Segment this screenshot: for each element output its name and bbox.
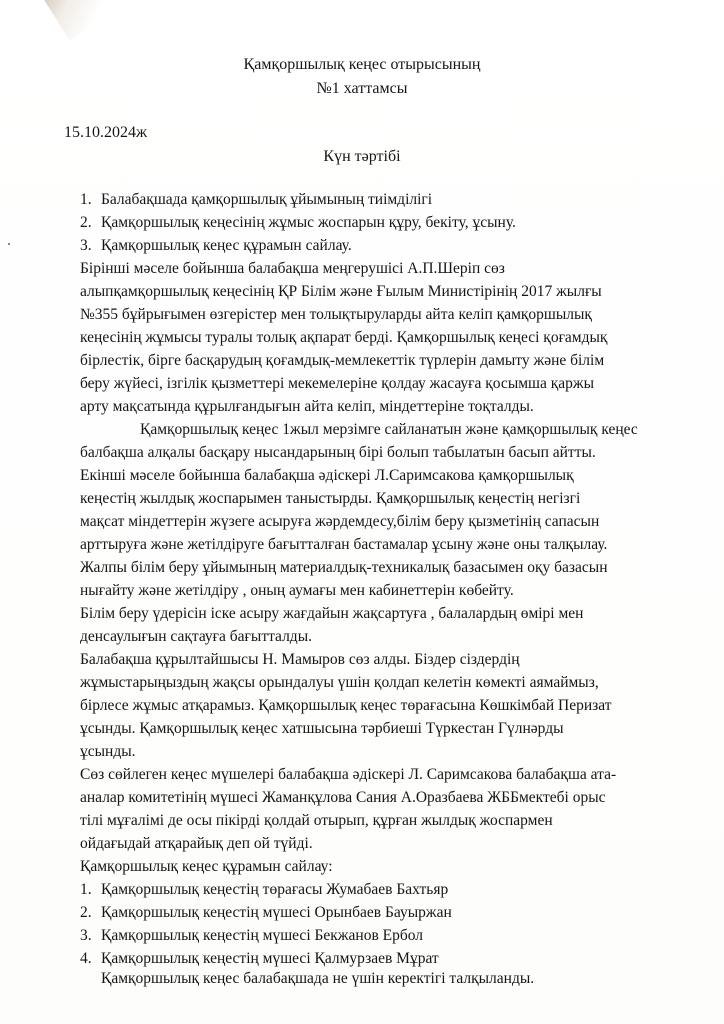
list-number: 3. — [80, 237, 92, 254]
body-line: ойдағыдай атқарайық деп ой түйді. — [80, 835, 313, 852]
document-date: 15.10.2024ж — [64, 124, 148, 141]
body-line: кеңесінің жұмысы туралы толық ақпарат берді. Қамқоршылық кеңесі қоғамдық — [80, 329, 608, 346]
member-text: Қамқоршылық кеңестің төрағасы Жумабаев Бахтьяр — [101, 881, 449, 898]
body-line: бірлесе жұмыс атқарамыз. Қамқоршылық кеңес төрағасына Көшкімбай Перизат — [80, 697, 612, 714]
member-text: Қамқоршылық кеңестің мүшесі Қалмурзаев Мұрат — [101, 950, 439, 967]
body-line: Екінші мәселе бойынша балабақша әдіскері Л.Саримсакова қамқоршылық — [80, 467, 574, 484]
body-line: кеңестің жылдық жоспарымен таныстырды. Қамқоршылық кеңестің негізгі — [80, 490, 581, 507]
list-number: 1. — [80, 191, 92, 208]
body-line: Білім беру үдерісін іске асыру жағдайын жақсартуға , балалардың өмірі мен — [80, 605, 584, 622]
body-line: ұсынды. Қамқоршылық кеңес хатшысына тәрбиеші Түркестан Гүлнәрды — [80, 720, 564, 737]
list-number: 1. — [80, 881, 92, 898]
member-text: Қамқоршылық кеңестің мүшесі Бекжанов Ербол — [101, 927, 424, 944]
body-line: Сөз сөйлеген кеңес мүшелері балабақша әдіскері Л. Саримсакова балабақша ата- — [80, 766, 617, 783]
agenda-item — [80, 234, 516, 257]
body-line: жұмыстарыңыздың жақсы орындалуы үшін қолдап келетін көмекті аямаймыз, — [80, 674, 599, 691]
agenda-item — [80, 211, 516, 234]
body-line: арту мақсатында құрылғандығын айта келіп, міндеттеріне тоқталды. — [80, 398, 534, 415]
member-text: Қамқоршылық кеңестің мүшесі Орынбаев Бауыржан — [101, 904, 452, 921]
agenda-list — [80, 188, 516, 257]
scan-speck — [8, 243, 10, 245]
agenda-item-text: Балабақшада қамқоршылық ұйымының тиімділігі — [101, 191, 433, 208]
member-item — [80, 901, 452, 924]
body-line-indented: Қамқоршылық кеңес 1жыл мерзімге сайланатын және қамқоршылық кеңес — [140, 421, 638, 438]
folded-corner-shadow — [38, 0, 136, 41]
body-line: Бірінші мәселе бойынша балабақша меңгерушісі А.П.Шеріп сөз — [80, 260, 505, 277]
body-line: аналар комитетінің мүшесі Жаманқұлова Сания А.Оразбаева ЖББмектебі орыс — [80, 789, 606, 806]
body-line: бірлестік, бірге басқарудың қоғамдық-мемлекеттік түрлерін дамыту және білім — [80, 352, 605, 369]
closing-line: Қамқоршылық кеңес балабақшада не үшін керектігі талқыланды. — [101, 970, 535, 987]
agenda-title: Күн тәртібі — [323, 148, 401, 165]
body-line: беру жүйесі, ізгілік қызметтері мекемелеріне қолдау жасауға қосымша қаржы — [80, 375, 595, 392]
agenda-item — [80, 188, 516, 211]
member-item — [80, 947, 452, 970]
body-line: денсаулығын сақтауға бағытталды. — [80, 628, 312, 645]
list-number: 2. — [80, 214, 92, 231]
agenda-item-text: Қамқоршылық кеңес құрамын сайлау. — [101, 237, 352, 254]
member-item — [80, 878, 452, 901]
body-line: ұсынды. — [80, 743, 136, 760]
body-line: Қамқоршылық кеңес құрамын сайлау: — [80, 858, 333, 875]
body-line: балбақша алқалы басқару нысандарының бірі болып табылатын басып айтты. — [80, 444, 596, 461]
body-line: №355 бұйрығымен өзгерістер мен толықтыруларды айта келіп қамқоршылық — [80, 306, 592, 323]
list-number: 4. — [80, 950, 92, 967]
document-title-line1: Қамқоршылық кеңес отырысының — [243, 56, 481, 73]
list-number: 3. — [80, 927, 92, 944]
agenda-item-text: Қамқоршылық кеңесінің жұмыс жоспарын құру, бекіту, ұсыну. — [101, 214, 516, 231]
member-item — [80, 924, 452, 947]
body-line: Балабақша құрылтайшысы Н. Мамыров сөз алды. Біздер сіздердің — [80, 651, 520, 668]
body-line: нығайту және жетілдіру , оның аумағы мен кабинеттерін көбейту. — [80, 582, 514, 599]
council-members-list — [80, 878, 452, 970]
minutes-body — [80, 257, 680, 878]
body-line: Жалпы білім беру ұйымының материалдық-техникалық базасымен оқу базасын — [80, 559, 608, 576]
document-title-line2: №1 хаттамсы — [316, 80, 408, 97]
body-line: тілі мұғалімі де осы пікірді қолдай отырып, құрған жылдық жоспармен — [80, 812, 553, 829]
body-line: арттыруға және жетілдіруге бағытталған бастамалар ұсыну және оны талқылау. — [80, 536, 608, 553]
body-line: алыпқамқоршылық кеңесінің ҚР Білім және Ғылым Министірінің 2017 жылғы — [80, 283, 602, 300]
list-number: 2. — [80, 904, 92, 921]
body-line: мақсат міндеттерін жүзеге асыруға жәрдемдесу,білім беру қызметінің сапасын — [80, 513, 600, 530]
